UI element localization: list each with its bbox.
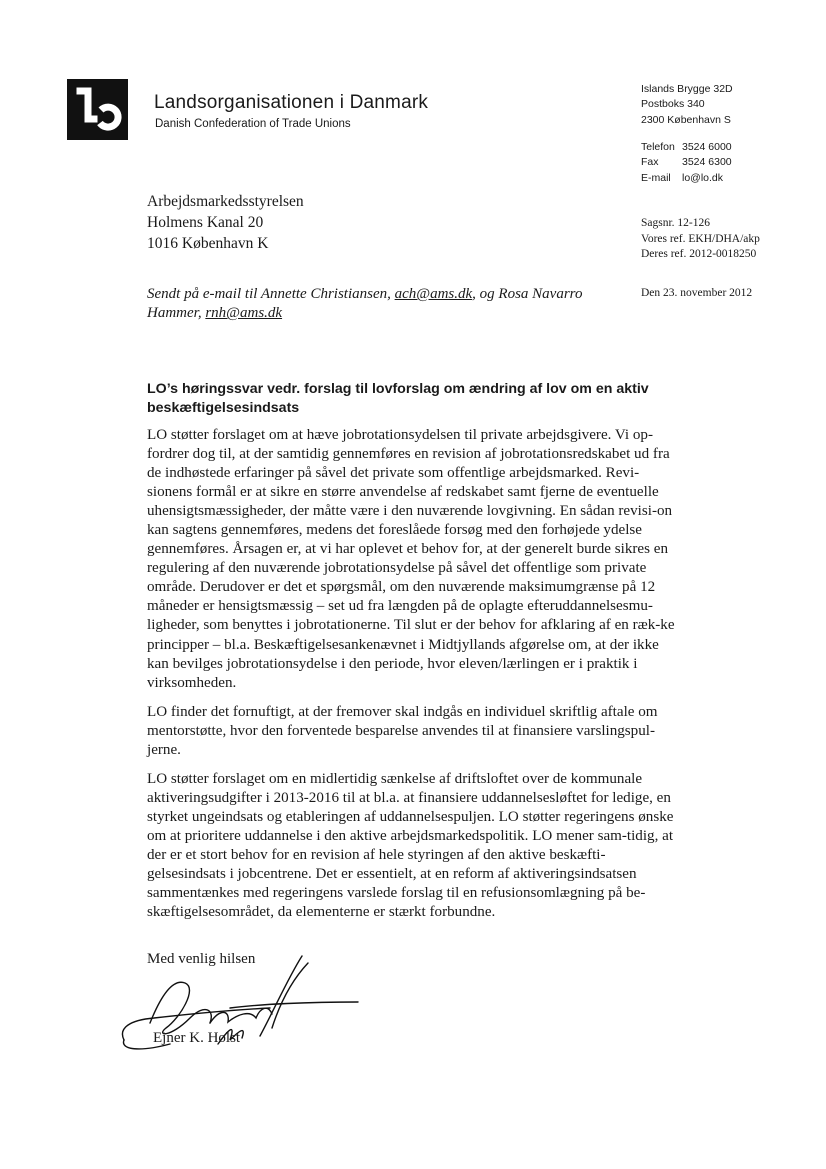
letter-body: [147, 426, 677, 932]
closing-greeting: Med venlig hilsen: [147, 951, 256, 967]
email-value: lo@lo.dk: [682, 171, 724, 184]
case-references: [641, 216, 760, 263]
body-paragraph: LO støtter forslaget om en midlertidig sænkelse af driftsloftet over de kommunale aktiveringsudgifter i 2013-2016 til at bl.a. at finansiere uddannelsesløftet for ledige, en styrket ungeindsats og etableringen af uddannelsespuljen. LO støtter regeringens ønske om at prioritere uddannelse i den aktive arbejdsmarkedspolitik. LO mener sam-tidig, at der er et stort behov for en revision af hele styringen af den aktive beskæfti-gelsesindsats i jobcentrene. Det er essentielt, at en reform af aktiveringsindsatsen sammentænkes med regeringens varslede forslag til en refusionsomlægning på be-skæftigelsesområdet, da elementerne er stærkt forbundne.: [147, 770, 674, 921]
reference-line: Deres ref. 2012-0018250: [641, 248, 757, 260]
address-line: Postboks 340: [641, 98, 705, 111]
sent-by-email-note: [147, 285, 617, 323]
email-label: E-mail: [641, 171, 671, 184]
lo-logo-icon: [67, 79, 128, 140]
recipient-line: Arbejdsmarkedsstyrelsen: [147, 193, 304, 210]
recipient-address: [147, 191, 304, 254]
sent-prefix: Sendt på e-mail til Annette Christiansen,: [147, 286, 395, 302]
sender-address: [641, 82, 733, 128]
address-line: 2300 København S: [641, 113, 731, 126]
fax-value: 3524 6300: [682, 156, 732, 169]
letter-date: Den 23. november 2012: [641, 287, 753, 299]
email-link-rnh[interactable]: rnh@ams.dk: [205, 305, 283, 321]
phone-label: Telefon: [641, 141, 675, 153]
fax-label: Fax: [641, 156, 659, 169]
sender-contact: [641, 140, 732, 186]
signer-name: Ejner K. Holst: [153, 1030, 241, 1046]
organization-subtitle: Danish Confederation of Trade Unions: [155, 118, 351, 130]
recipient-line: 1016 København K: [147, 235, 269, 252]
organization-name: Landsorganisationen i Danmark: [154, 92, 429, 113]
recipient-line: Holmens Kanal 20: [147, 214, 264, 231]
phone-value: 3524 6000: [682, 141, 732, 153]
reference-line: Vores ref. EKH/DHA/akp: [641, 232, 760, 245]
reference-line: Sagsnr. 12-126: [641, 217, 710, 229]
sent-middle: , og Rosa Navarro Hammer,: [147, 286, 583, 321]
email-link-ach[interactable]: ach@ams.dk: [394, 286, 473, 302]
letter-subject: LO’s høringssvar vedr. forslag til lovforslag om ændring af lov om en aktiv beskæftigelsesindsats: [147, 381, 649, 416]
body-paragraph: LO støtter forslaget om at hæve jobrotationsydelsen til private arbejdsgivere. Vi op-fordrer dog til, at der samtidig gennemføres en revision af jobrotationsredskabet ud fra de indhøstede erfaringer på såvel det private som offentlige arbejdsmarked. Revi-sionens formål er at sikre en større anvendelse af redskabet samt fjerne de eventuelle uhensigtsmæssigheder, der måtte være i den nuværende lovgivning. En sådan revisi-on kan sagtens gennemføres, medens det foreslåede forsøg med den forhøjede ydelse gennemføres. Årsagen er, at vi har oplevet et behov for, at der generelt burde sikres en regulering af den nuværende jobrotationsydelse på såvel det offentlige som private område. Derudover er det et spørgsmål, om den nuværende maksimumgrænse på 12 måneder er hensigtsmæssig – set ud fra længden på de oplagte efteruddannelsesmu-ligheder, som benyttes i jobrotationerne. Til slut er der behov for afklaring af en ræk-ke principper – bl.a. Beskæftigelsesankenævnet i Midtjyllands afgørelse om, at der ikke kan bevilges jobrotationsydelse i den periode, hvor eleven/lærlingen er i praktik i virksomheden.: [147, 427, 675, 691]
address-line: Islands Brygge 32D: [641, 83, 733, 95]
body-paragraph: LO finder det fornuftigt, at der fremover skal indgås en individuel skriftlig aftale om mentorstøtte, hvor den forventede besparelse anvendes til at finansiere varslingspul-jerne.: [147, 703, 658, 758]
